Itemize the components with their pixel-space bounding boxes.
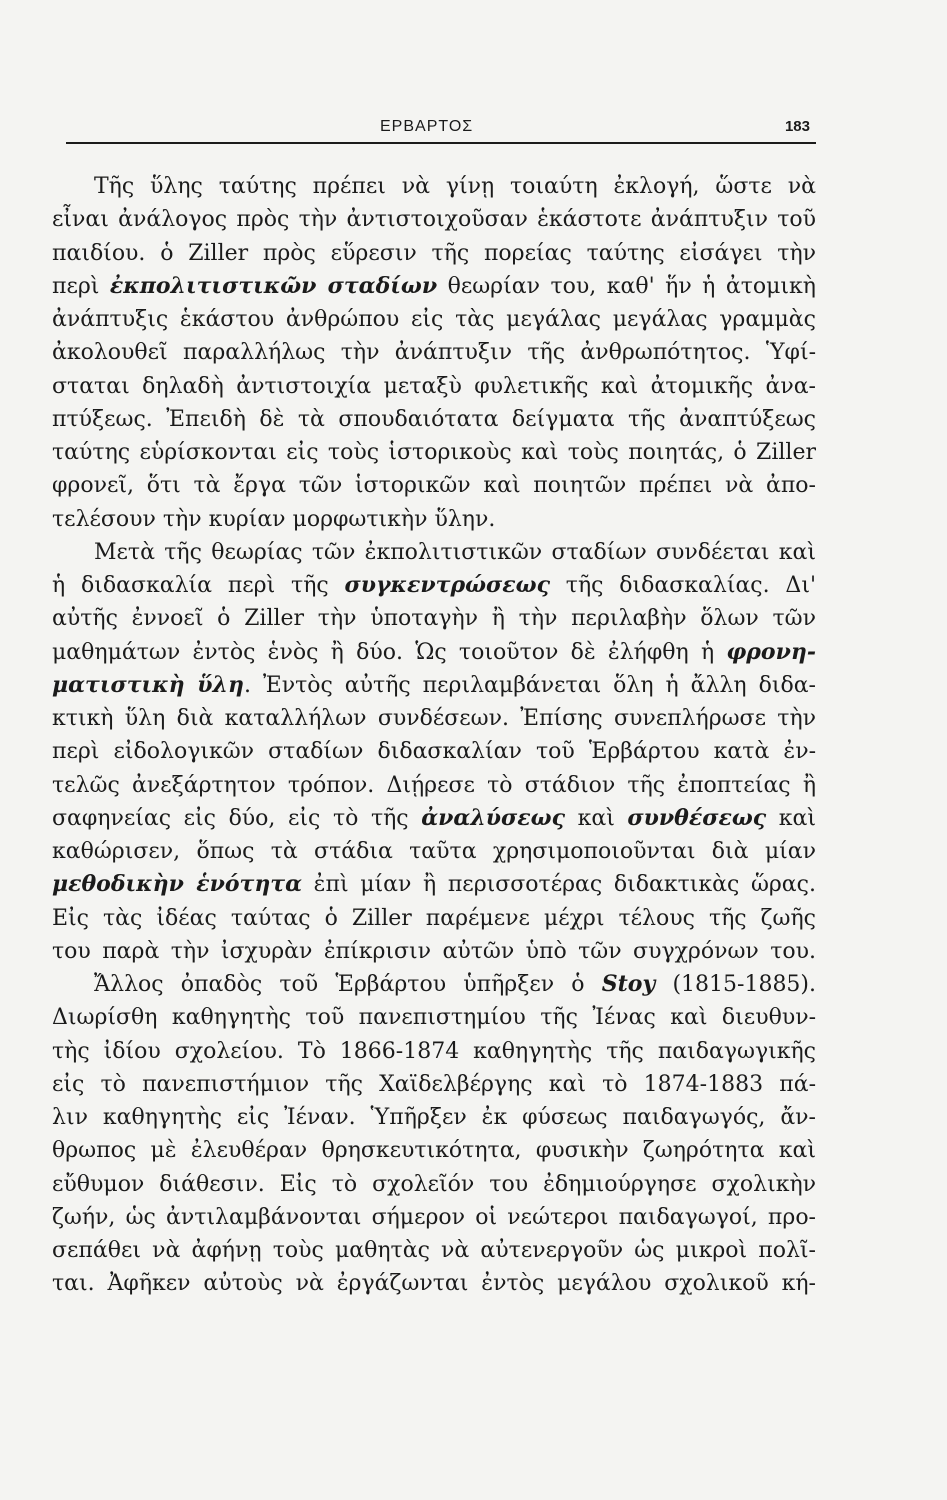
- emphasized-term: ἀναλύσεως: [421, 804, 565, 831]
- text-line: παιδίου. ὁ Ziller πρὸς εὕρεσιν τῆς πορείας ταύτης εἰσάγει τὴν: [52, 240, 816, 266]
- emphasized-term: συγκεντρώσεως: [344, 572, 550, 598]
- emphasized-term: συνθέσεως: [627, 804, 767, 831]
- text-line: ζωήν, ὡς ἀντιλαμβάνονται σήμερον οἱ νεώτεροι παιδαγωγοί, προ-: [52, 1204, 816, 1230]
- text-line: [52, 270, 816, 303]
- text-run: θεωρίαν του, καθ' ἥν ἡ ἀτομικὴ: [437, 273, 816, 299]
- emphasized-term: ματιστικὴ ὕλη: [52, 671, 244, 698]
- text-line: Διωρίσθη καθηγητὴς τοῦ πανεπιστημίου τῆς Ἰένας καὶ διευθυν-: [52, 1005, 816, 1031]
- text-line: πτύξεως. Ἐπειδὴ δὲ τὰ σπουδαιότατα δείγματα τῆς ἀναπτύξεως: [52, 406, 816, 432]
- text-line: ται. Ἀφῆκεν αὐτοὺς νὰ ἐργάζωνται ἐντὸς μεγάλου σχολικοῦ κή-: [52, 1271, 816, 1297]
- text-line: καθώρισεν, ὅπως τὰ στάδια ταῦτα χρησιμοποιοῦνται διὰ μίαν: [52, 839, 816, 864]
- text-line: φρονεῖ, ὅτι τὰ ἔργα τῶν ἱστορικῶν καὶ ποιητῶν πρέπει νὰ ἀπο-: [52, 473, 816, 499]
- text-line: [52, 669, 816, 702]
- text-line: κτικὴ ὕλη διὰ καταλλήλων συνδέσεων. Ἐπίσης συνεπλήρωσε τὴν: [52, 706, 816, 731]
- text-line: ταύτης εὑρίσκονται εἰς τοὺς ἱστορικοὺς καὶ τοὺς ποιητάς, ὁ Ziller: [52, 440, 816, 465]
- text-run: τῆς διδασκαλίας. Δι': [550, 573, 816, 598]
- emphasized-term: φρονη-: [726, 638, 816, 665]
- text-line: λιν καθηγητὴς εἰς Ἰέναν. Ὑπῆρξεν ἐκ φύσεως παιδαγωγός, ἄν-: [52, 1105, 816, 1130]
- text-line: εἰς τὸ πανεπιστήμιον τῆς Χαϊδελβέργης καὶ τὸ 1874-1883 πά-: [52, 1071, 816, 1097]
- body-text: [52, 170, 816, 1301]
- running-title: ΕΡΒΑΡΤΟΣ: [380, 118, 474, 135]
- emphasized-term: μεθοδικὴν ἑνότητα: [52, 871, 303, 898]
- text-run: καὶ: [565, 805, 628, 831]
- text-line: ἀκολουθεῖ παραλλήλως τὴν ἀνάπτυξιν τῆς ἀνθρωπότητος. Ὑφί-: [52, 340, 816, 366]
- text-line: αὐτῆς ἐννοεῖ ὁ Ziller τὴν ὑποταγὴν ἢ τὴν περιλαβὴν ὅλων τῶν: [52, 606, 816, 632]
- text-run: μαθημάτων ἐντὸς ἑνὸς ἢ δύο. Ὡς τοιοῦτον δὲ ἐλήφθη ἡ: [52, 639, 727, 665]
- text-line: σεπάθει νὰ ἀφήνῃ τοὺς μαθητὰς νὰ αὐτενεργοῦν ὡς μικροὶ πολῖ-: [52, 1238, 816, 1263]
- text-run: ἐπὶ μίαν ἢ περισσοτέρας διδακτικὰς ὥρας.: [302, 872, 816, 898]
- text-line: του παρὰ τὴν ἰσχυρὰν ἐπίκρισιν αὐτῶν ὑπὸ τῶν συγχρόνων του.: [52, 938, 816, 964]
- text-run: (1815-1885).: [655, 972, 816, 997]
- text-line: ἀνάπτυξις ἑκάστου ἀνθρώπου εἰς τὰς μεγάλας μεγάλας γραμμὰς: [52, 307, 816, 332]
- text-line: Μετὰ τῆς θεωρίας τῶν ἐκπολιτιστικῶν σταδίων συνδέεται καὶ: [94, 539, 816, 565]
- text-line: τελέσουν τὴν κυρίαν μορφωτικὴν ὕλην.: [52, 506, 496, 532]
- text-line: [52, 569, 816, 602]
- text-line: [52, 968, 816, 1001]
- page-number: 183: [784, 118, 810, 135]
- text-line: περὶ εἰδολογικῶν σταδίων διδασκαλίαν τοῦ Ἑρβάρτου κατὰ ἐν-: [52, 739, 816, 765]
- text-line: τελῶς ἀνεξάρτητον τρόπον. Διῄρεσε τὸ στάδιον τῆς ἐποπτείας ἢ: [52, 772, 816, 798]
- emphasized-term: Stoy: [601, 971, 656, 997]
- text-line: Τῆς ὕλης ταύτης πρέπει νὰ γίνῃ τοιαύτη ἐκλογή, ὥστε νὰ: [94, 174, 816, 199]
- text-line: Εἰς τὰς ἰδέας ταύτας ὁ Ziller παρέμενε μέχρι τέλους τῆς ζωῆς: [52, 905, 816, 931]
- emphasized-term: ἐκπολιτιστικῶν σταδίων: [109, 272, 438, 299]
- text-line: [52, 636, 816, 669]
- text-run: σαφηνείας εἰς δύο, εἰς τὸ τῆς: [52, 805, 422, 831]
- text-run: ἡ διδασκαλία περὶ τῆς: [52, 573, 345, 598]
- text-run: καὶ: [766, 805, 816, 831]
- text-line: εἶναι ἀνάλογος πρὸς τὴν ἀντιστοιχοῦσαν ἑκάστοτε ἀνάπτυξιν τοῦ: [52, 207, 816, 233]
- text-line: [52, 802, 816, 835]
- text-line: εὔθυμον διάθεσιν. Εἰς τὸ σχολεῖόν του ἐδημιούργησε σχολικὴν: [52, 1171, 816, 1197]
- text-line: σταται δηλαδὴ ἀντιστοιχία μεταξὺ φυλετικῆς καὶ ἀτομικῆς ἀνα-: [52, 373, 816, 399]
- text-line: [52, 868, 816, 901]
- text-run: περὶ: [52, 273, 110, 299]
- text-line: τὴς ἰδίου σχολείου. Τὸ 1866-1874 καθηγητὴς τῆς παιδαγωγικῆς: [52, 1038, 816, 1064]
- running-head: [66, 118, 816, 144]
- text-line: θρωπος μὲ ἐλευθέραν θρησκευτικότητα, φυσικὴν ζωηρότητα καὶ: [52, 1138, 816, 1164]
- text-run: Ἄλλος ὀπαδὸς τοῦ Ἑρβάρτου ὑπῆρξεν ὁ: [94, 972, 602, 997]
- text-run: . Ἐντὸς αὐτῆς περιλαμβάνεται ὅλη ἡ ἄλλη διδα-: [243, 672, 816, 698]
